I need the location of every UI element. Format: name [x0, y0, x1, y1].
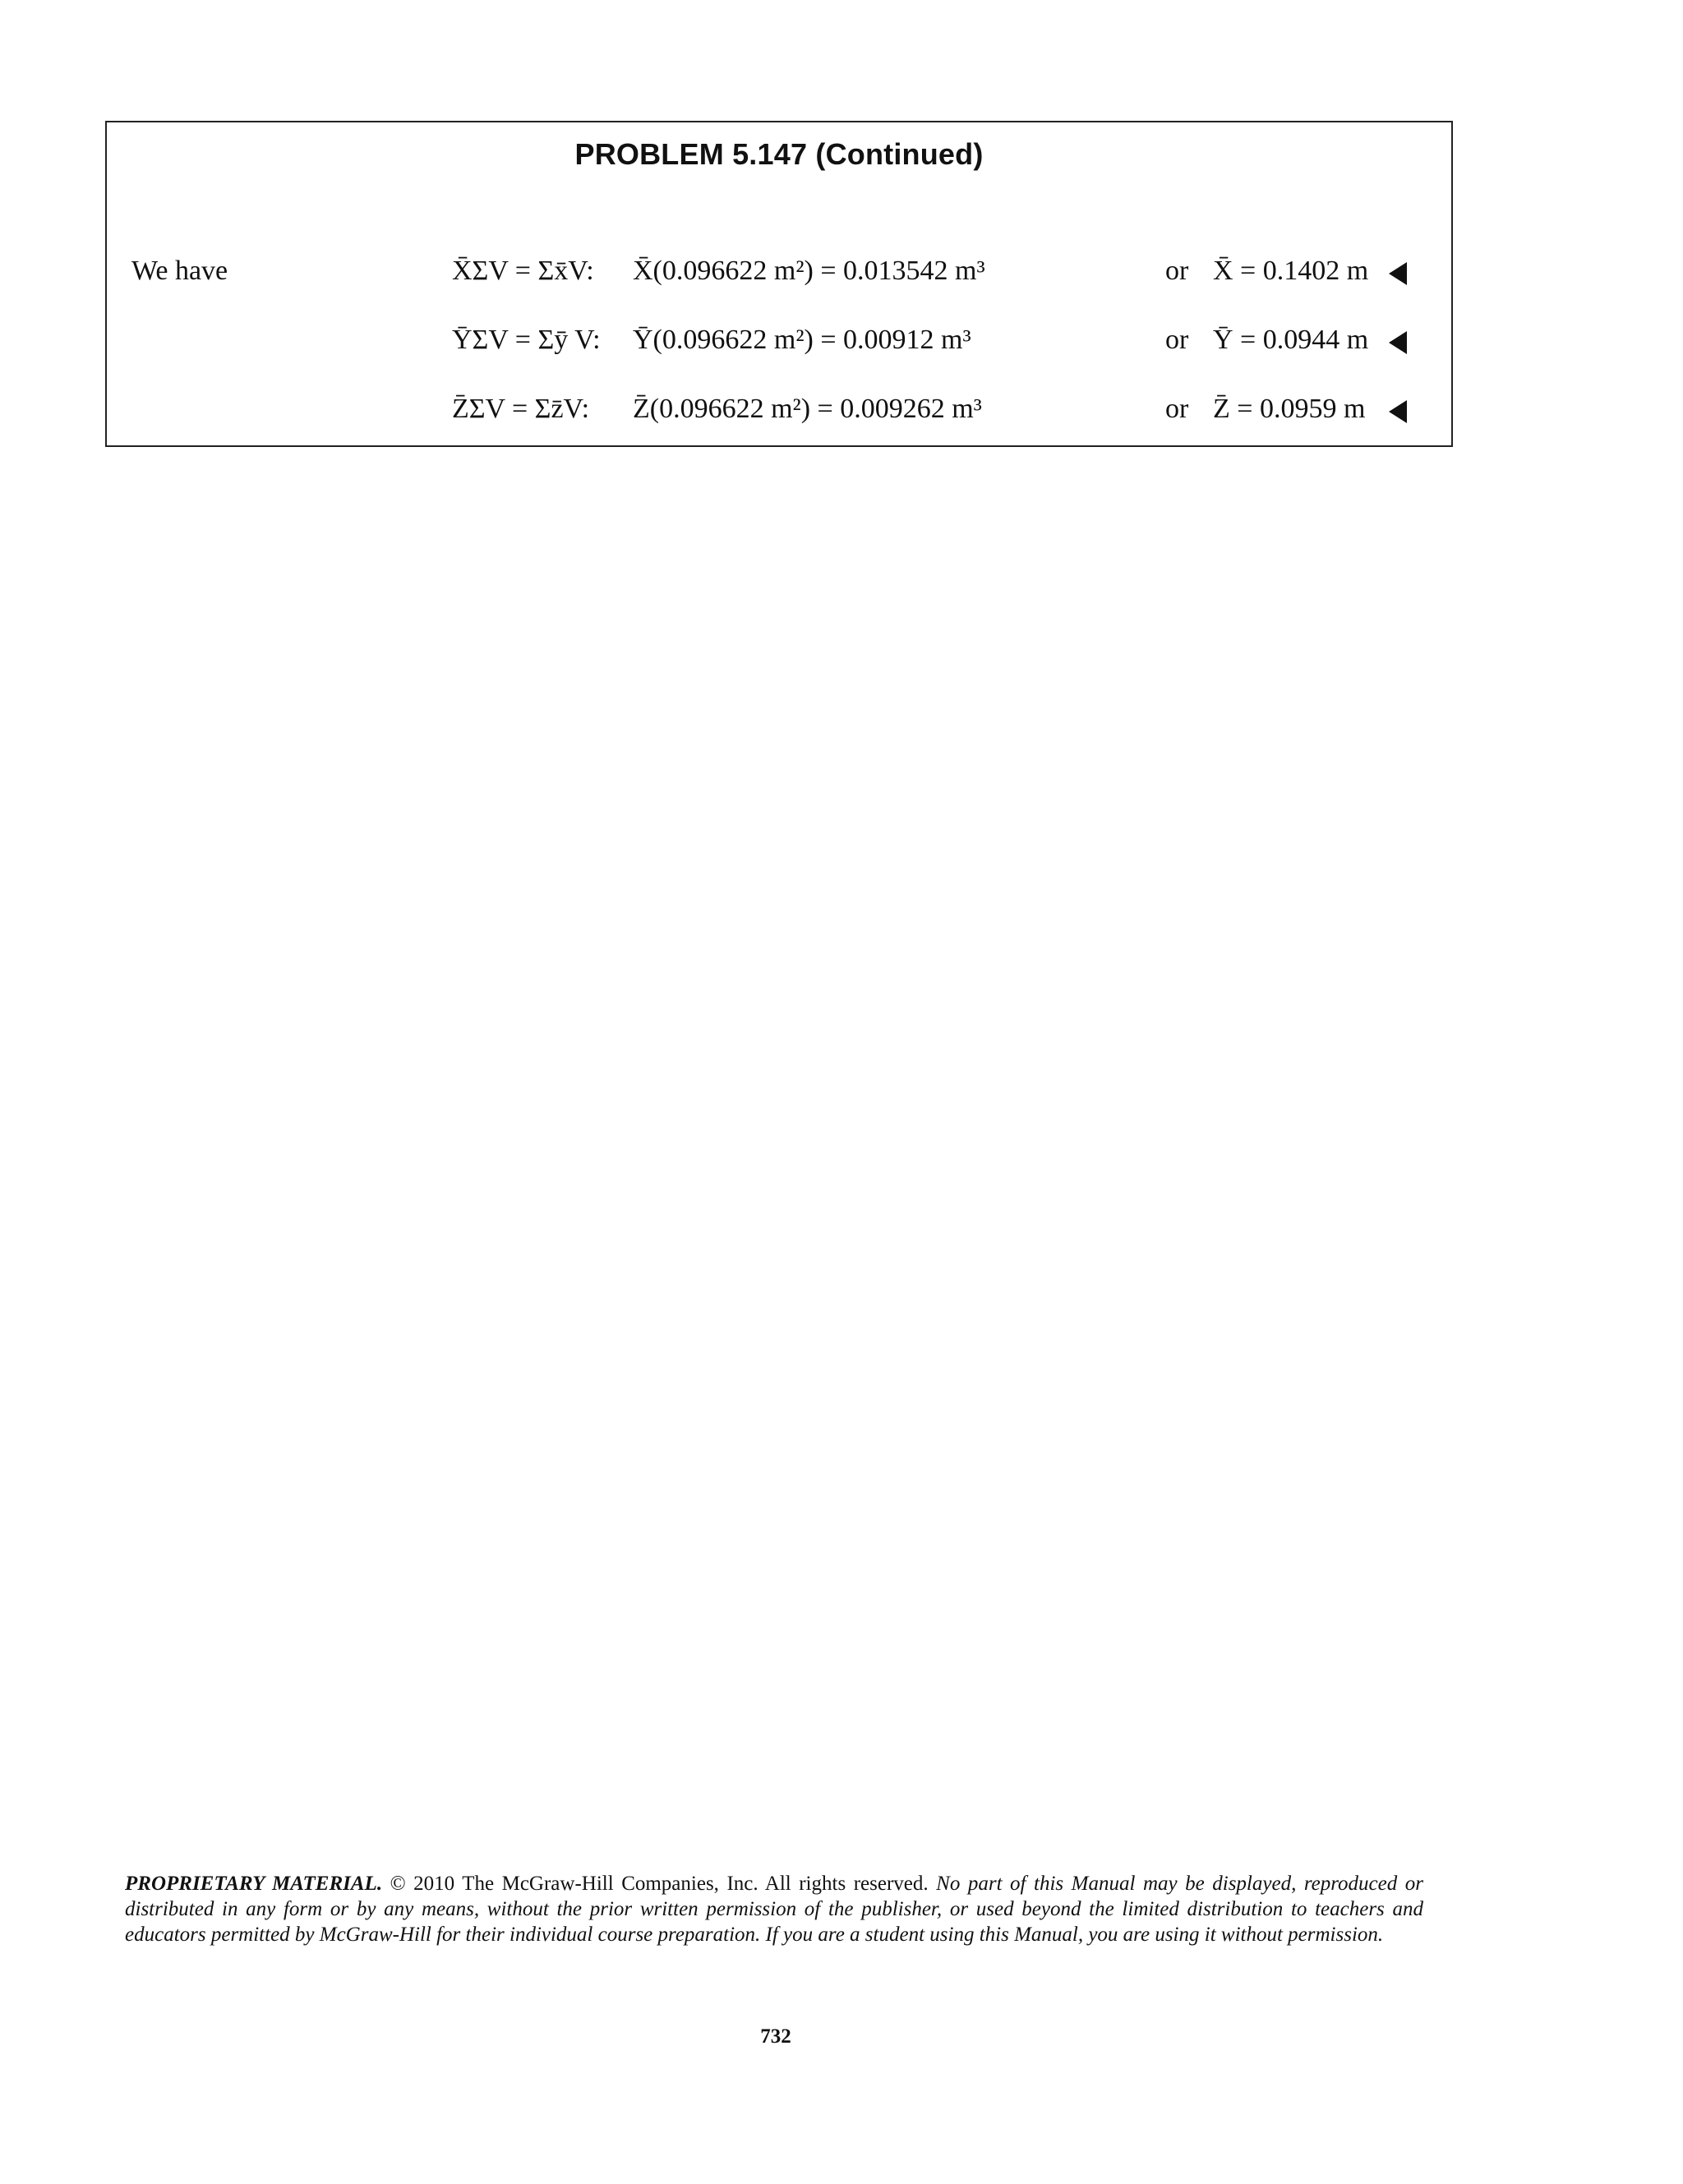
- intro-text: We have: [131, 256, 228, 286]
- answer-arrow-icon: [1389, 262, 1407, 285]
- equation-result: Z̄ = 0.0959 m: [1213, 394, 1366, 424]
- equation-row-z: [107, 394, 1451, 435]
- equation-row-x: [107, 256, 1451, 297]
- equation-condition: ȲΣV = Σȳ V:: [452, 325, 601, 355]
- equation-or: or: [1165, 394, 1189, 424]
- equation-result: X̄ = 0.1402 m: [1213, 256, 1369, 286]
- copyright-notice: [125, 1871, 1423, 1947]
- equation-or: or: [1165, 256, 1189, 286]
- page-number: 732: [760, 2025, 791, 2048]
- page-number-wrap: [0, 2025, 1683, 2048]
- answer-arrow-icon: [1389, 331, 1407, 354]
- equation-calculation: Z̄(0.096622 m²) = 0.009262 m³: [633, 394, 982, 424]
- answer-arrow-icon: [1389, 400, 1407, 423]
- equation-row-y: [107, 325, 1451, 366]
- equation-calculation: X̄(0.096622 m²) = 0.013542 m³: [633, 256, 985, 286]
- permission-notice: No part of this Manual may be displayed, reproduced or distributed in any form or by any means, without the prior written permission of the publisher, or used beyond the limited distribution to teachers and educators permitted by McGraw-Hill for their individual course preparation. If you are a student using this Manual, you are using it without permission.: [125, 1873, 1423, 1946]
- equation-result: Ȳ = 0.0944 m: [1213, 325, 1369, 355]
- problem-title: PROBLEM 5.147 (Continued): [574, 137, 984, 171]
- equation-condition: Z̄ΣV = Σz̄V:: [452, 394, 590, 424]
- problem-box: [105, 121, 1453, 447]
- copyright-text: © 2010 The McGraw-Hill Companies, Inc. All rights reserved.: [390, 1873, 929, 1895]
- equation-condition: X̄ΣV = Σx̄V:: [452, 256, 594, 286]
- proprietary-label: PROPRIETARY MATERIAL.: [125, 1873, 383, 1895]
- equation-or: or: [1165, 325, 1189, 355]
- equation-calculation: Ȳ(0.096622 m²) = 0.00912 m³: [633, 325, 971, 355]
